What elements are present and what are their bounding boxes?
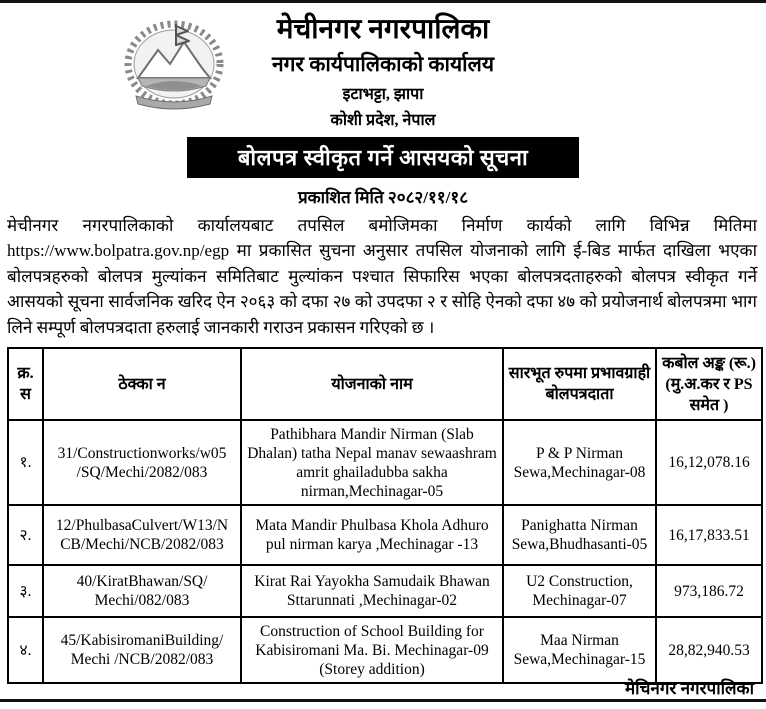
header-amount: कबोल अङ्क (रू.) (मु.अ.कर र PS समेत ) xyxy=(656,348,762,420)
cell-project-name: Kirat Rai Yayokha Samudaik Bhawan Sttarunnati ,Mechinagar-02 xyxy=(241,565,503,617)
cell-amount: 16,12,078.16 xyxy=(656,420,762,505)
cell-amount: 16,17,833.51 xyxy=(656,505,762,565)
cell-bidder: Panighatta Nirman Sewa,Bhudhasanti-05 xyxy=(503,505,656,565)
header-row xyxy=(8,348,762,420)
table-row xyxy=(8,420,762,505)
header-sn: क्र.स xyxy=(8,348,43,420)
cell-bidder: P & P Nirman Sewa,Mechinagar-08 xyxy=(503,420,656,505)
cell-sn: ३. xyxy=(8,565,43,617)
province-line: कोशी प्रदेश, नेपाल xyxy=(330,112,436,129)
cell-sn: २. xyxy=(8,505,43,565)
cell-bidder: U2 Construction, Mechinagar-07 xyxy=(503,565,656,617)
notice-body-paragraph: मेचीनगर नगरपालिकाको कार्यालयबाट तपसिल बमोजिमका निर्माण कार्यको लागि विभिन्न मितिमा https://www.bolpatra.gov.np/egp मा प्रकासित सुचना अनुसार तपसिल योजनाको लागि ई-बिड मार्फत दाखिला भएका बोलपत्रहरुको बोलपत्र मुल्यांकन समितिबाट मुल्यांकन पश्चात सिफारिस भएका बोलपत्रदताहरुको बोलपत्र स्वीकृत गर्ने आसयको सूचना सार्वजनिक खरिद ऐन २०६३ को दफा २७ को उपदफा २ र सोहि ऐनको दफा ४७ को प्रयोजनार्थ बोलपत्रमा भाग लिने सम्पूर्ण बोलपत्रदाता हरुलाई जानकारी गराउन प्रकासन गरिएको छ । xyxy=(7,216,757,337)
header-contract-no: ठेक्का न xyxy=(43,348,241,420)
tender-table-header xyxy=(8,348,762,420)
header-bidder: सारभूत रुपमा प्रभावग्राही बोलपत्रदाता xyxy=(503,348,656,420)
cell-contract-no: 40/KiratBhawan/SQ/ Mechi/082/083 xyxy=(43,565,241,617)
notice-title-banner: बोलपत्र स्वीकृत गर्ने आसयको सूचना xyxy=(187,137,579,178)
tender-table xyxy=(7,347,763,684)
table-row xyxy=(8,505,762,565)
bottom-border-rule xyxy=(0,699,766,702)
cell-contract-no: 31/Constructionworks/w05 /SQ/Mechi/2082/083 xyxy=(43,420,241,505)
footer-signature: मेचिनगर नगरपालिका xyxy=(625,679,754,698)
table-row xyxy=(8,565,762,617)
published-date: प्रकाशित मिति २०८२/११/१८ xyxy=(297,188,469,207)
header-project-name: योजनाको नाम xyxy=(241,348,503,420)
cell-contract-no: 45/KabisiromaniBuilding/ Mechi /NCB/2082/083 xyxy=(43,617,241,683)
cell-sn: १. xyxy=(8,420,43,505)
table-row xyxy=(8,617,762,683)
cell-contract-no: 12/PhulbasaCulvert/W13/N CB/Mechi/NCB/2082/083 xyxy=(43,505,241,565)
letterhead xyxy=(0,0,766,130)
tender-table-body xyxy=(8,420,762,683)
office-name: नगर कार्यपालिकाको कार्यालय xyxy=(271,52,495,76)
cell-project-name: Pathibhara Mandir Nirman (Slab Dhalan) tatha Nepal manav sewaashram amrit ghailadubba sakha nirman,Mechinagar-05 xyxy=(241,420,503,505)
municipality-name: मेचीनगर नगरपालिका xyxy=(276,14,490,45)
cell-project-name: Mata Mandir Phulbasa Khola Adhuro pul nirman karya ,Mechinagar -13 xyxy=(241,505,503,565)
cell-bidder: Maa Nirman Sewa,Mechinagar-15 xyxy=(503,617,656,683)
address-line: इटाभट्टा, झापा xyxy=(342,86,424,103)
cell-amount: 28,82,940.53 xyxy=(656,617,762,683)
cell-project-name: Construction of School Building for Kabisiromani Ma. Bi. Mechinagar-09 (Storey addition) xyxy=(241,617,503,683)
cell-amount: 973,186.72 xyxy=(656,565,762,617)
nepal-coat-of-arms-logo xyxy=(114,16,234,114)
cell-sn: ४. xyxy=(8,617,43,683)
